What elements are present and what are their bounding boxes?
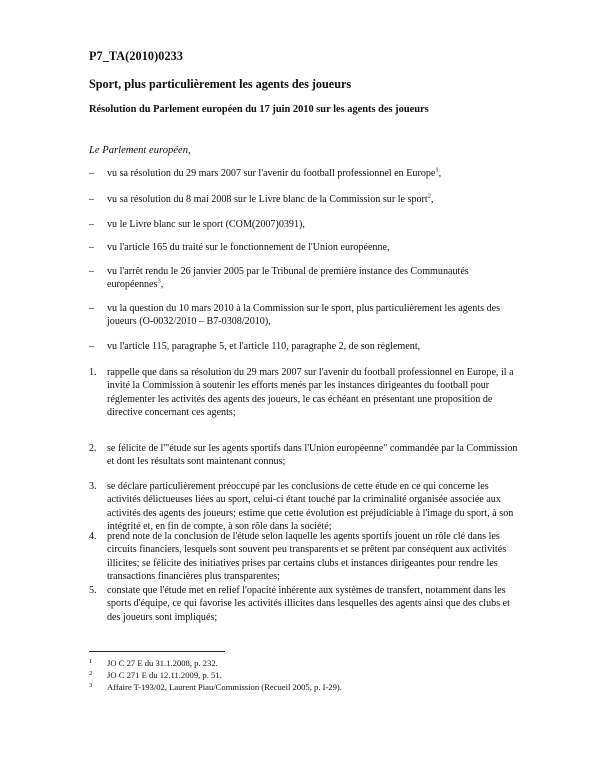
footnote-ref[interactable]: 2 xyxy=(427,192,431,200)
preamble-intro: Le Parlement européen, xyxy=(89,145,191,156)
footnote-item xyxy=(89,658,218,669)
citation-dash: – xyxy=(89,341,95,352)
citation-text: vu le Livre blanc sur le sport (COM(2007)0391), xyxy=(107,219,305,230)
paragraph-text: constate que l'étude met en relief l'opacité inhérente aux systèmes de transfert, notamment dans les sports d'équipe, ce qui favorise les activités illicites dans lesquelles des agents ainsi que des clubs et des joueurs sont impliqués; xyxy=(107,585,510,623)
footnote-item xyxy=(89,682,342,693)
paragraph-number: 2. xyxy=(89,443,97,454)
footnote-text: JO C 27 E du 31.1.2008, p. 232. xyxy=(107,658,218,668)
citation-dash: – xyxy=(89,168,95,179)
document-title: Sport, plus particulièrement les agents des joueurs xyxy=(89,77,352,91)
citation-dash: – xyxy=(89,266,95,277)
paragraph-text: se déclare particulièrement préoccupé par les conclusions de cette étude en ce qui concerne les activités délictueuses liées au sport, celui-ci étant touché par la criminalité organisée associée aux activités des agents des joueurs; estime que cette évolution est préjudiciable à l'image du sport, à son intégrité et, en fin de compte, à son rôle dans la société; xyxy=(107,481,514,533)
resolution-paragraph xyxy=(89,442,521,469)
citation-text: vu sa résolution du 29 mars 2007 sur l'avenir du football professionnel en Europe$^1$, xyxy=(107,166,442,179)
citation-item xyxy=(89,340,519,353)
paragraph-number: 1. xyxy=(89,367,97,378)
footnote-number: 3 xyxy=(89,682,93,689)
citation-text: vu l'article 115, paragraphe 5, et l'article 110, paragraphe 2, de son règlement, xyxy=(107,341,421,352)
paragraph-text: prend note de la conclusion de l'étude selon laquelle les agents sportifs jouent un rôle clé dans les circuits financiers, lesquels sont souvent peu transparents et se prêtent par conséquent aux activités illicites; se félicite des initiatives prises par certains clubs et instances dirigeantes pour rendre les transactions financières plus transparentes; xyxy=(107,531,507,583)
resolution-paragraph xyxy=(89,530,521,584)
resolution-paragraph xyxy=(89,584,521,624)
citation-item xyxy=(89,265,519,292)
resolution-paragraph xyxy=(89,366,521,420)
citation-item xyxy=(89,167,519,180)
document-subtitle: Résolution du Parlement européen du 17 juin 2010 sur les agents des joueurs xyxy=(89,104,429,115)
paragraph-text: rappelle que dans sa résolution du 29 mars 2007 sur l'avenir du football professionnel en Europe, il a invité la Commission à soutenir les efforts menés par les instances dirigeantes du football pour réglementer les activités des agents des joueurs, le cas échéant en présentant une proposition de directive concernant ces agents; xyxy=(107,367,514,419)
footnote-text: JO C 271 E du 12.11.2009, p. 51. xyxy=(107,670,222,680)
citation-text: vu l'article 165 du traité sur le fonctionnement de l'Union européenne, xyxy=(107,242,390,253)
footnote-ref[interactable]: 1 xyxy=(435,166,439,174)
citation-text: vu la question du 10 mars 2010 à la Commission sur le sport, plus particulièrement les agents des joueurs (O-0032/2010 – B7-0308/2010), xyxy=(107,303,501,328)
citation-item xyxy=(89,302,519,329)
citation-item xyxy=(89,218,519,231)
paragraph-number: 5. xyxy=(89,585,97,596)
citation-dash: – xyxy=(89,194,95,205)
footnote-separator xyxy=(89,651,225,652)
document-reference: P7_TA(2010)0233 xyxy=(89,49,184,63)
footnote-number: 2 xyxy=(89,670,93,677)
paragraph-number: 4. xyxy=(89,531,97,542)
footnote-number: 1 xyxy=(89,658,93,665)
citation-text: vu l'arrêt rendu le 26 janvier 2005 par le Tribunal de première instance des Communautés européennes$^3$, xyxy=(107,266,469,291)
resolution-paragraph xyxy=(89,480,521,534)
footnote-ref[interactable]: 3 xyxy=(157,278,161,286)
footnote-item xyxy=(89,670,222,681)
citation-dash: – xyxy=(89,303,95,314)
paragraph-text: se félicite de l'"étude sur les agents sportifs dans l'Union européenne" commandée par la Commission et dont les résultats sont maintenant connus; xyxy=(107,443,518,468)
citation-text: vu sa résolution du 8 mai 2008 sur le Livre blanc de la Commission sur le sport$^2$, xyxy=(107,192,434,205)
citation-dash: – xyxy=(89,219,95,230)
footnote-text: Affaire T-193/02, Laurent Piau/Commission (Recueil 2005, p. I-29). xyxy=(107,682,342,692)
citation-dash: – xyxy=(89,242,95,253)
citation-item xyxy=(89,241,519,254)
paragraph-number: 3. xyxy=(89,481,97,492)
citation-item xyxy=(89,193,519,206)
